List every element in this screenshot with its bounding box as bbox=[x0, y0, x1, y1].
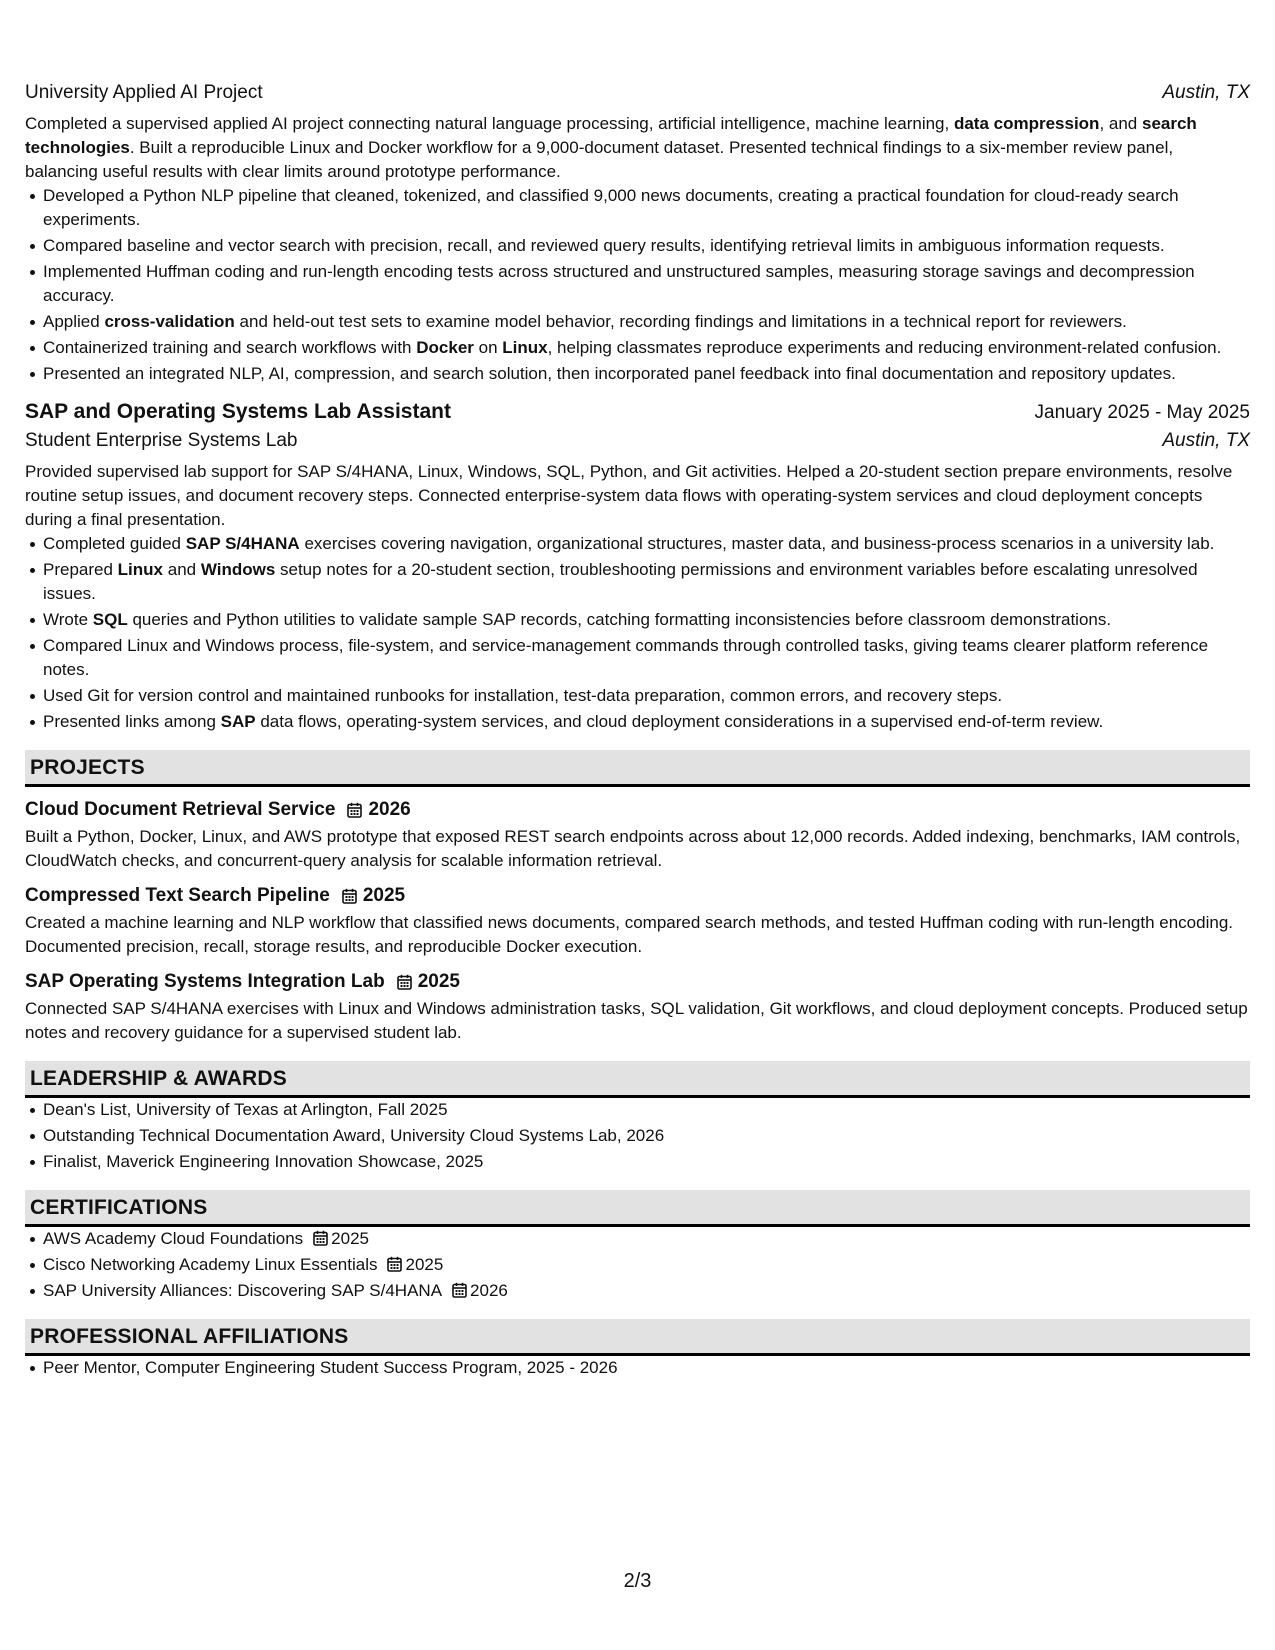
bullet-item bbox=[25, 710, 1250, 734]
project-item bbox=[25, 971, 1250, 1045]
projects-section bbox=[25, 750, 1250, 1045]
bold-keyword: SAP S/4HANA bbox=[185, 534, 300, 553]
section-heading: CERTIFICATIONS bbox=[25, 1190, 1250, 1227]
bullet-item bbox=[25, 362, 1250, 386]
organization-name: Student Enterprise Systems Lab bbox=[25, 430, 298, 451]
certification-name: Cisco Networking Academy Linux Essentials bbox=[43, 1255, 378, 1274]
text-run: setup notes for a 20-student section, troubleshooting permissions and environment variables before escalating unresolved issues. bbox=[43, 560, 1198, 603]
text-run: Prepared bbox=[43, 560, 118, 579]
text-run: Compared Linux and Windows process, file-system, and service-management commands through controlled tasks, giving teams clearer platform reference notes. bbox=[43, 636, 1209, 679]
bold-keyword: search technologies bbox=[25, 114, 1197, 157]
bullet-item: Dean's List, University of Texas at Arlington, Fall 2025 bbox=[25, 1098, 1250, 1122]
calendar-icon bbox=[387, 1256, 402, 1272]
experience-bullets bbox=[25, 184, 1250, 386]
bold-keyword: SAP bbox=[220, 712, 256, 731]
experience-summary bbox=[25, 460, 1250, 532]
leadership-section bbox=[25, 1061, 1250, 1174]
project-year: 2025 bbox=[362, 885, 406, 906]
bullet-item bbox=[25, 532, 1250, 556]
calendar-icon bbox=[397, 974, 412, 990]
text-run: Presented an integrated NLP, AI, compression, and search solution, then incorporated panel feedback into final documentation and repository updates. bbox=[43, 364, 1176, 383]
bullet-item bbox=[25, 234, 1250, 258]
certification-item bbox=[25, 1279, 1250, 1303]
project-description: Created a machine learning and NLP workflow that classified news documents, compared search methods, and tested Huffman coding with run-length encoding. Documented precision, recall, storage results, and reproducible Docker execution. bbox=[25, 913, 1233, 956]
project-name: Cloud Document Retrieval Service bbox=[25, 799, 336, 820]
affiliations-section bbox=[25, 1319, 1250, 1380]
project-item bbox=[25, 799, 1250, 873]
location: Austin, TX bbox=[1162, 82, 1250, 103]
bullet-item bbox=[25, 184, 1250, 232]
certification-year: 2025 bbox=[331, 1229, 369, 1248]
text-run: Developed a Python NLP pipeline that cleaned, tokenized, and classified 9,000 news documents, creating a practical foundation for cloud-ready search experiments. bbox=[43, 186, 1179, 229]
project-header bbox=[25, 885, 1250, 907]
section-heading: LEADERSHIP & AWARDS bbox=[25, 1061, 1250, 1098]
section-heading: PROJECTS bbox=[25, 750, 1250, 787]
role-dates: January 2025 - May 2025 bbox=[1034, 402, 1250, 423]
calendar-icon bbox=[313, 1230, 328, 1246]
bullet-item bbox=[25, 558, 1250, 606]
text-run: Used Git for version control and maintained runbooks for installation, test-data preparation, common errors, and recovery steps. bbox=[43, 686, 1003, 705]
experience-header bbox=[25, 400, 1250, 424]
leadership-list bbox=[25, 1098, 1250, 1174]
text-run: Completed guided bbox=[43, 534, 186, 553]
bullet-item: Peer Mentor, Computer Engineering Student Success Program, 2025 - 2026 bbox=[25, 1356, 1250, 1380]
project-year: 2025 bbox=[417, 971, 460, 992]
bullet-item bbox=[25, 336, 1250, 360]
project-name: SAP Operating Systems Integration Lab bbox=[25, 971, 385, 992]
text-run: and bbox=[163, 560, 201, 579]
affiliations-list bbox=[25, 1356, 1250, 1380]
certification-item bbox=[25, 1253, 1250, 1277]
role-title: SAP and Operating Systems Lab Assistant bbox=[25, 400, 451, 423]
text-run: , and bbox=[1099, 114, 1142, 133]
bold-keyword: SQL bbox=[92, 610, 128, 629]
experience-header bbox=[25, 82, 1250, 104]
bold-keyword: Windows bbox=[200, 560, 276, 579]
certification-item bbox=[25, 1227, 1250, 1251]
text-run: Applied bbox=[43, 312, 105, 331]
bold-keyword: cross-validation bbox=[104, 312, 235, 331]
bullet-item bbox=[25, 260, 1250, 308]
text-run: Presented links among bbox=[43, 712, 221, 731]
section-heading: PROFESSIONAL AFFILIATIONS bbox=[25, 1319, 1250, 1356]
bold-keyword: Linux bbox=[502, 338, 548, 357]
certification-year: 2026 bbox=[470, 1281, 508, 1300]
bullet-item: Outstanding Technical Documentation Award, University Cloud Systems Lab, 2026 bbox=[25, 1124, 1250, 1148]
text-run: Implemented Huffman coding and run-length encoding tests across structured and unstructured samples, measuring storage savings and decompression accuracy. bbox=[43, 262, 1195, 305]
certification-name: AWS Academy Cloud Foundations bbox=[43, 1229, 304, 1248]
projects-list bbox=[25, 799, 1250, 1045]
bold-keyword: Linux bbox=[117, 560, 164, 579]
text-run: Containerized training and search workflows with bbox=[43, 338, 417, 357]
calendar-icon bbox=[452, 1282, 467, 1298]
experience-applied-ai bbox=[25, 82, 1250, 386]
project-item bbox=[25, 885, 1250, 959]
project-header bbox=[25, 799, 1250, 821]
text-run: data flows, operating-system services, and cloud deployment considerations in a supervised end-of-term review. bbox=[255, 712, 1104, 731]
calendar-icon bbox=[347, 802, 362, 818]
certification-name: SAP University Alliances: Discovering SAP S/4HANA bbox=[43, 1281, 443, 1300]
text-run: and held-out test sets to examine model behavior, recording findings and limitations in a technical report for reviewers. bbox=[234, 312, 1127, 331]
project-name: Compressed Text Search Pipeline bbox=[25, 885, 330, 906]
calendar-icon bbox=[342, 888, 357, 904]
text-run: Completed a supervised applied AI project connecting natural language processing, artificial intelligence, machine learning, bbox=[25, 114, 954, 133]
bullet-item: Finalist, Maverick Engineering Innovation Showcase, 2025 bbox=[25, 1150, 1250, 1174]
organization-name: University Applied AI Project bbox=[25, 82, 263, 103]
location: Austin, TX bbox=[1162, 430, 1250, 451]
text-run: queries and Python utilities to validate sample SAP records, catching formatting inconsistencies before classroom demonstrations. bbox=[127, 610, 1112, 629]
page-number: 2/3 bbox=[623, 1570, 652, 1592]
text-run: exercises covering navigation, organizational structures, master data, and business-process scenarios in a university lab. bbox=[299, 534, 1215, 553]
experience-summary bbox=[25, 112, 1250, 184]
bullet-item bbox=[25, 684, 1250, 708]
text-run: on bbox=[473, 338, 503, 357]
text-run: Compared baseline and vector search with precision, recall, and reviewed query results, identifying retrieval limits in ambiguous information requests. bbox=[43, 236, 1165, 255]
text-run: . Built a reproducible Linux and Docker workflow for a 9,000-document dataset. Presented technical findings to a six-member review panel, balancing useful results with clear limits around prototype performance. bbox=[25, 138, 1174, 181]
project-year: 2026 bbox=[368, 799, 411, 820]
bold-keyword: Docker bbox=[416, 338, 474, 357]
text-run: Provided supervised lab support for SAP S/4HANA, Linux, Windows, SQL, Python, and Git activities. Helped a 20-student section prepare environments, resolve routine setup issues, and document recovery steps. Connected enterprise-system data flows with operating-system services and cloud deployment concepts during a final presentation. bbox=[25, 462, 1233, 529]
certifications-section bbox=[25, 1190, 1250, 1303]
text-run: Wrote bbox=[43, 610, 93, 629]
experience-sap-lab bbox=[25, 400, 1250, 734]
project-description: Built a Python, Docker, Linux, and AWS prototype that exposed REST search endpoints across about 12,000 records. Added indexing, benchmarks, IAM controls, CloudWatch checks, and concurrent-query analysis for scalable information retrieval. bbox=[25, 827, 1241, 870]
certification-year: 2025 bbox=[405, 1255, 444, 1274]
bullet-item bbox=[25, 634, 1250, 682]
bullet-item bbox=[25, 310, 1250, 334]
certifications-list bbox=[25, 1227, 1250, 1303]
bold-keyword: data compression bbox=[953, 114, 1100, 133]
project-header bbox=[25, 971, 1250, 993]
text-run: , helping classmates reproduce experiments and reducing environment-related confusion. bbox=[547, 338, 1222, 357]
experience-bullets bbox=[25, 532, 1250, 734]
experience-subheader bbox=[25, 430, 1250, 452]
bullet-item bbox=[25, 608, 1250, 632]
project-description: Connected SAP S/4HANA exercises with Linux and Windows administration tasks, SQL validation, Git workflows, and cloud deployment concepts. Produced setup notes and recovery guidance for a supervised student lab. bbox=[25, 999, 1248, 1042]
